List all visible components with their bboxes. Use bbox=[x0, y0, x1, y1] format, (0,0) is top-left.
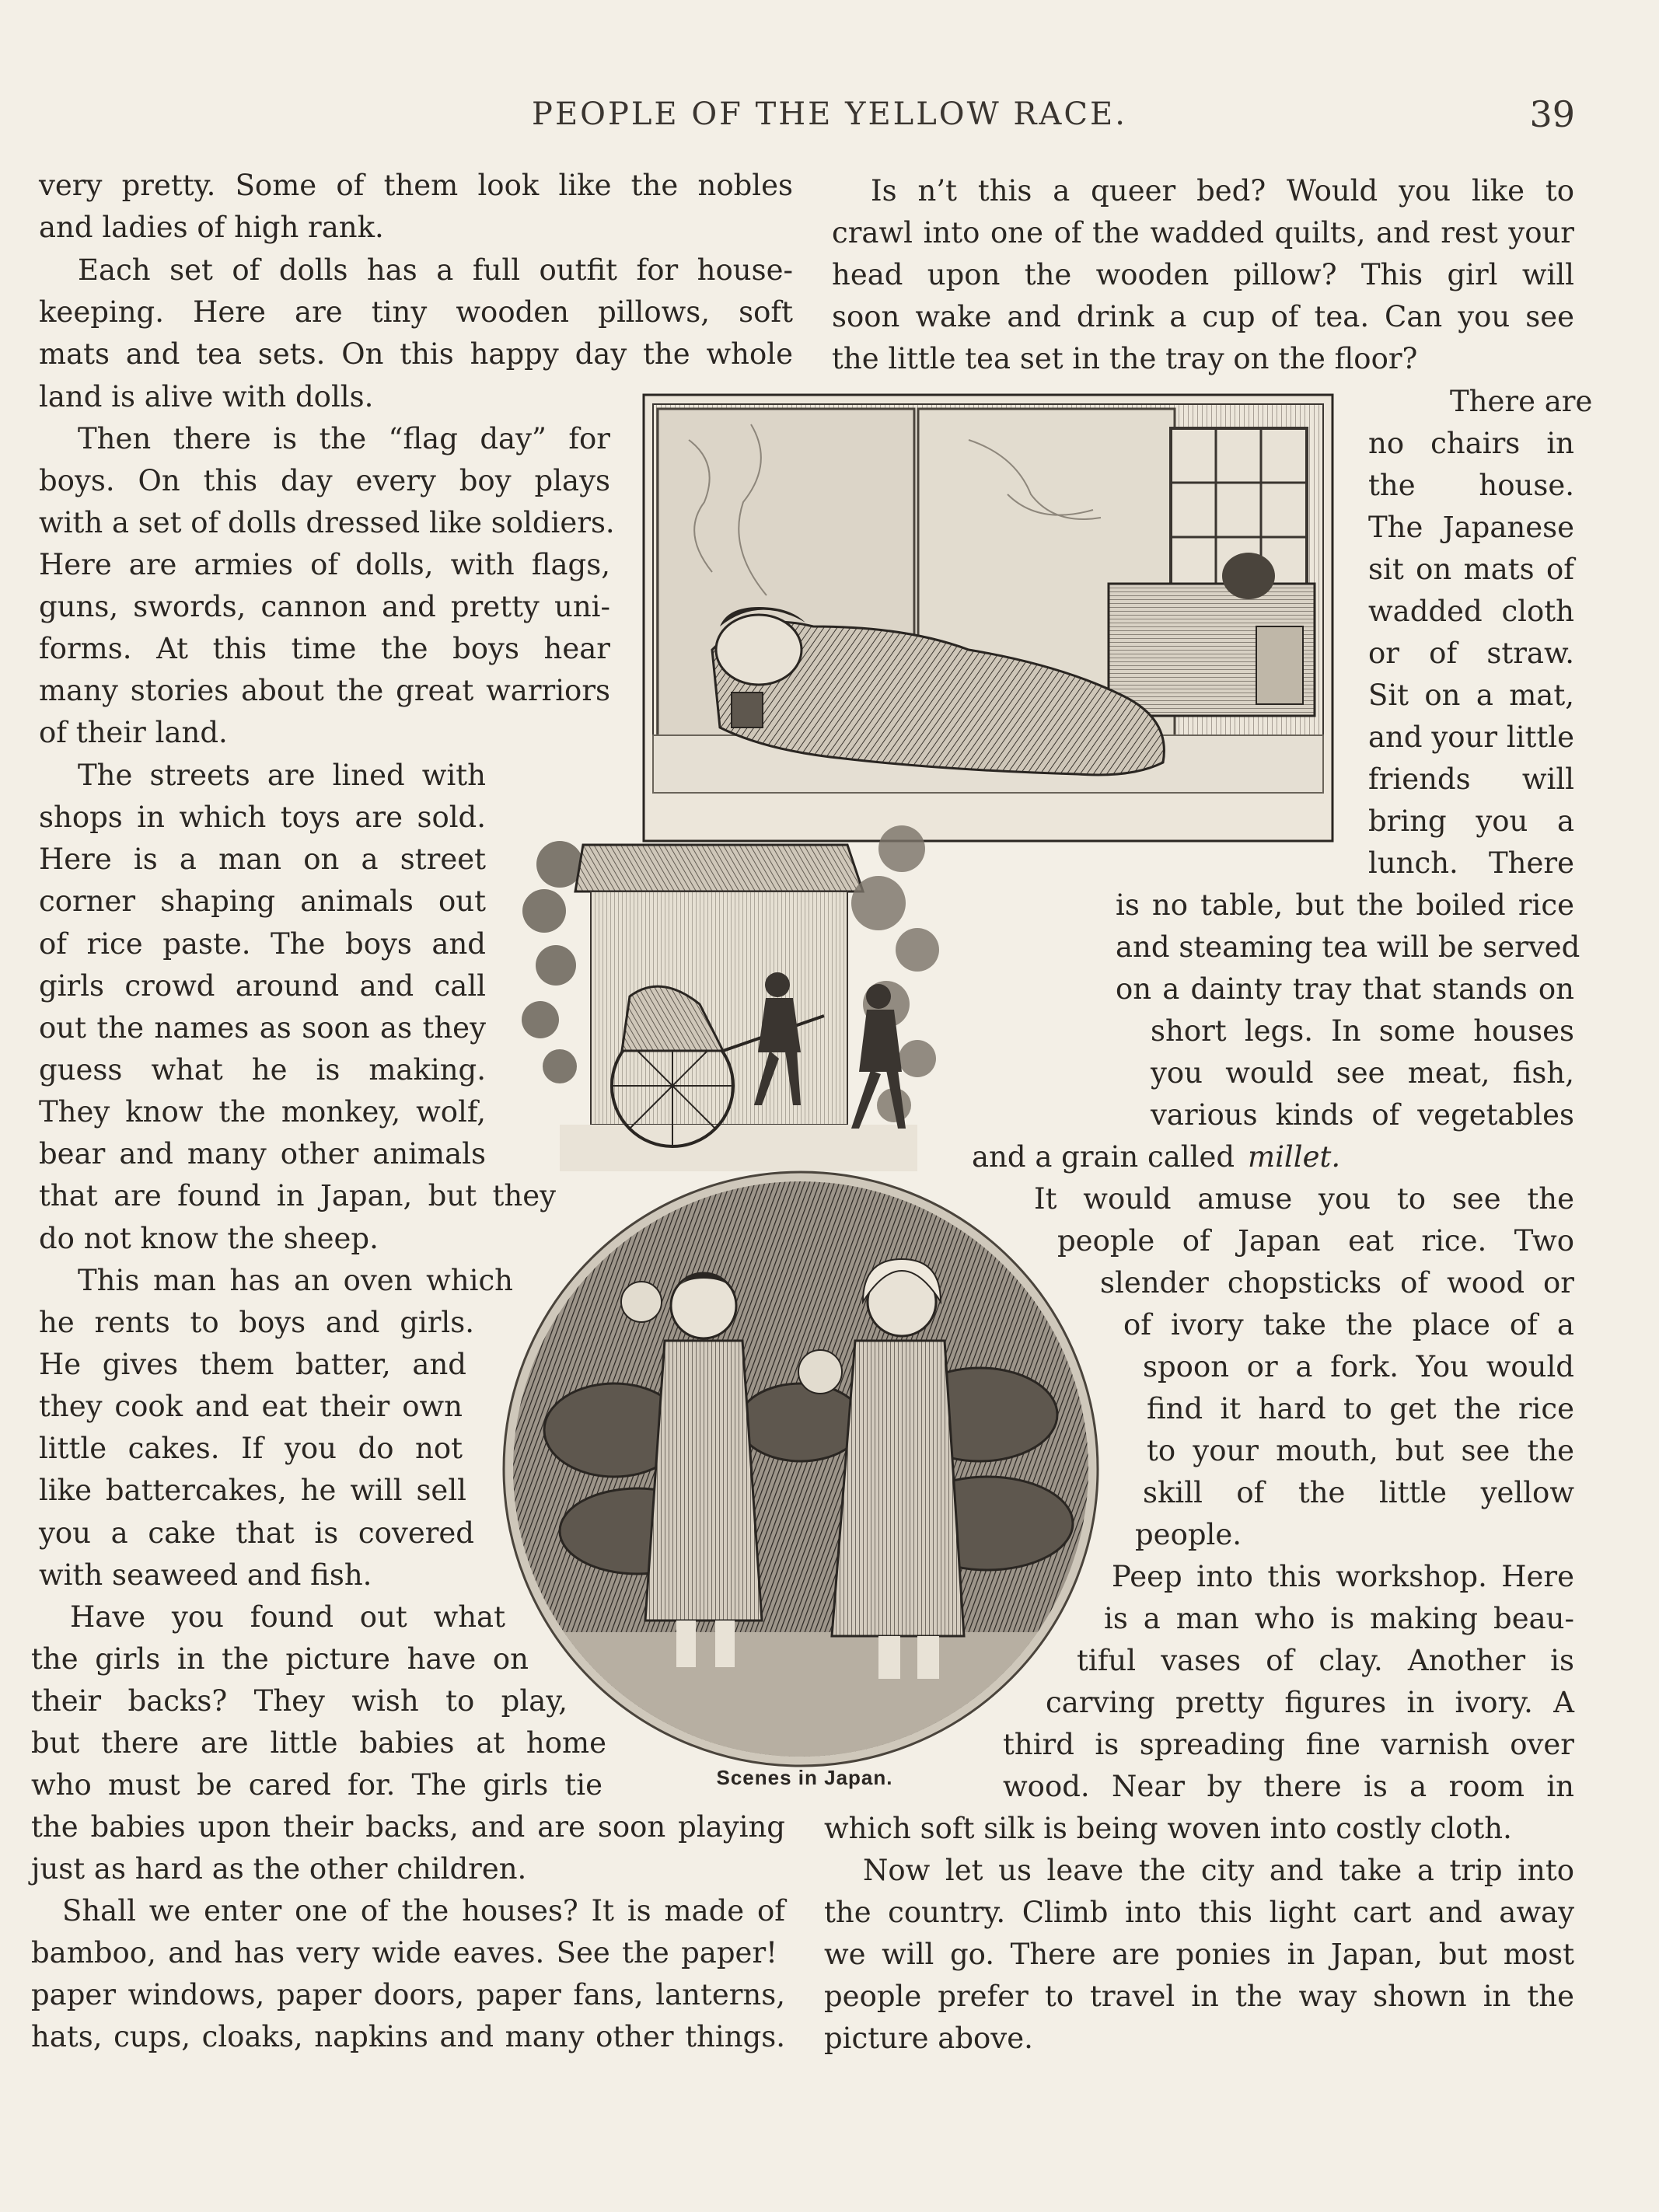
right-column-text-line: bring you a bbox=[1368, 804, 1574, 838]
left-column-text-line: who must be cared for. The girls tie bbox=[31, 1768, 602, 1802]
left-column-text-line: This man has an oven which bbox=[78, 1264, 513, 1297]
left-column-text-line: shops in which toys are sold. bbox=[39, 801, 486, 834]
right-column-text-line: Peep into this workshop. Here bbox=[1112, 1560, 1574, 1593]
left-column-text-line: the girls in the picture have on bbox=[31, 1642, 529, 1676]
right-column-text-line: wood. Near by there is a room in bbox=[1003, 1770, 1574, 1803]
right-column-text-line: and your little bbox=[1368, 720, 1574, 754]
right-column-text-line: Is n’t this a queer bed? Would you like to bbox=[871, 174, 1574, 208]
left-column-text-line: Then there is the “flag day” for bbox=[78, 422, 610, 455]
left-column-text-line: Here is a man on a street bbox=[39, 843, 486, 876]
right-column-text-line: picture above. bbox=[824, 2022, 1033, 2055]
right-column-text-line: head upon the wooden pillow? This girl will bbox=[832, 258, 1574, 291]
right-column-text-line: friends will bbox=[1368, 762, 1574, 796]
right-column-text-line: various kinds of vegetables bbox=[1151, 1098, 1574, 1132]
right-column-text-line: wadded cloth bbox=[1368, 595, 1574, 628]
left-column-text-line: many stories about the great warriors bbox=[39, 674, 610, 707]
right-column-text-line: and steaming tea will be served bbox=[1116, 930, 1580, 964]
right-column-text-line: on a dainty tray that stands on bbox=[1116, 972, 1574, 1006]
left-column-text-line: their backs? They wish to play, bbox=[31, 1684, 568, 1718]
right-column-text-line: no chairs in bbox=[1368, 427, 1574, 460]
left-column-text-line: Here are armies of dolls, with flags, bbox=[39, 548, 610, 581]
right-column-text-line: The Japanese bbox=[1368, 511, 1574, 544]
right-column-text-line: Now let us leave the city and take a trip into bbox=[863, 1854, 1574, 1887]
left-column-text-line: that are found in Japan, but they bbox=[39, 1179, 556, 1212]
sleeping-girl-illustration bbox=[642, 393, 1334, 843]
right-column-text-line: carving pretty figures in ivory. A bbox=[1046, 1686, 1574, 1719]
right-column-text-line: people prefer to travel in the way shown in the bbox=[824, 1980, 1574, 2013]
left-column-text-line: bear and many other animals bbox=[39, 1137, 486, 1171]
right-column-text-line: people. bbox=[1135, 1518, 1242, 1551]
illustration-caption: Scenes in Japan. bbox=[716, 1766, 893, 1789]
right-column-text-line: sit on mats of bbox=[1368, 553, 1574, 586]
left-column-text-line: but there are little babies at home bbox=[31, 1726, 606, 1760]
left-column-text-line: do not know the sheep. bbox=[39, 1222, 379, 1255]
left-column-text-line: girls crowd around and call bbox=[39, 969, 486, 1003]
right-column-text-line: you would see meat, fish, bbox=[1151, 1056, 1574, 1090]
right-column-text-line: Sit on a mat, bbox=[1368, 679, 1574, 712]
left-column-text-line: guns, swords, cannon and pretty uni- bbox=[39, 590, 610, 623]
right-column-text-line: spoon or a fork. You would bbox=[1143, 1350, 1574, 1383]
left-column-text-line: very pretty. Some of them look like the nobles bbox=[39, 169, 793, 202]
left-column-text-line: the babies upon their backs, and are soon playing bbox=[31, 1810, 785, 1844]
left-column-text-line: mats and tea sets. On this happy day the whole bbox=[39, 337, 793, 371]
right-column-text-line: skill of the little yellow bbox=[1143, 1476, 1574, 1509]
right-column-text-line: crawl into one of the wadded quilts, and rest your bbox=[832, 216, 1574, 249]
right-column-text-line: to your mouth, but see the bbox=[1147, 1434, 1574, 1467]
left-column-text-line: with seaweed and fish. bbox=[39, 1558, 372, 1592]
left-column-text-line: corner shaping animals out bbox=[39, 884, 486, 918]
left-column-text-line: like battercakes, he will sell bbox=[39, 1474, 466, 1507]
left-column-text-line: he rents to boys and girls. bbox=[39, 1306, 474, 1339]
left-column-text-line: bamboo, and has very wide eaves. See the paper! bbox=[31, 1936, 777, 1970]
right-column-text-line: third is spreading fine varnish over bbox=[1003, 1728, 1574, 1761]
running-head bbox=[0, 93, 1659, 140]
left-column-text-line: forms. At this time the boys hear bbox=[39, 632, 610, 665]
left-column-text-line: of their land. bbox=[39, 716, 228, 749]
right-column-text-line: short legs. In some houses bbox=[1151, 1014, 1574, 1048]
right-column-text-line: the country. Climb into this light cart and away bbox=[824, 1896, 1574, 1929]
right-column-text-line: the house. bbox=[1368, 469, 1574, 502]
left-column-text-line: They know the monkey, wolf, bbox=[39, 1095, 486, 1129]
right-column-text-line: find it hard to get the rice bbox=[1147, 1392, 1574, 1425]
right-column-text-line: which soft silk is being woven into costly cloth. bbox=[824, 1812, 1512, 1845]
page-number: 39 bbox=[1529, 93, 1575, 135]
right-column-text-line: millet. bbox=[1248, 1140, 1341, 1174]
right-column-text-line: is a man who is making beau- bbox=[1104, 1602, 1574, 1635]
running-title: PEOPLE OF THE YELLOW RACE. bbox=[532, 96, 1127, 132]
right-column-text-line: It would amuse you to see the bbox=[1034, 1182, 1574, 1216]
right-column-text-line: and a grain called bbox=[972, 1140, 1235, 1174]
rickshaw-street-illustration bbox=[513, 818, 948, 1183]
left-column-text-line: you a cake that is covered bbox=[39, 1516, 474, 1550]
left-column-text-line: of rice paste. The boys and bbox=[39, 927, 486, 961]
left-column-text-line: The streets are lined with bbox=[78, 759, 486, 792]
right-column-text-line: is no table, but the boiled rice bbox=[1116, 888, 1574, 922]
left-column-text-line: paper windows, paper doors, paper fans, lanterns, bbox=[31, 1978, 785, 2011]
left-column-text-line: out the names as soon as they bbox=[39, 1011, 486, 1045]
left-column-text-line: Have you found out what bbox=[70, 1600, 505, 1634]
right-column-text-line: the little tea set in the tray on the floor? bbox=[832, 342, 1418, 375]
right-column-text-line: tiful vases of clay. Another is bbox=[1077, 1644, 1574, 1677]
left-column-text-line: keeping. Here are tiny wooden pillows, soft bbox=[39, 295, 793, 329]
right-column-text-line: slender chopsticks of wood or bbox=[1100, 1266, 1574, 1300]
left-column-text-line: they cook and eat their own bbox=[39, 1390, 463, 1423]
right-column-text-line: of ivory take the place of a bbox=[1123, 1308, 1574, 1342]
right-column-text-line: lunch. There bbox=[1368, 846, 1574, 880]
left-column-text-line: hats, cups, cloaks, napkins and many other things. bbox=[31, 2020, 785, 2053]
left-column-text-line: guess what he is making. bbox=[39, 1053, 486, 1087]
right-column-text-line: There are bbox=[1450, 385, 1593, 418]
right-column-text-line: we will go. There are ponies in Japan, but most bbox=[824, 1938, 1574, 1971]
left-column-text-line: just as hard as the other children. bbox=[31, 1852, 527, 1886]
left-column-text-line: He gives them batter, and bbox=[39, 1348, 466, 1381]
left-column-text-line: Each set of dolls has a full outfit for house- bbox=[78, 253, 793, 287]
left-column-text-line: and ladies of high rank. bbox=[39, 211, 384, 244]
right-column-text-line: or of straw. bbox=[1368, 637, 1574, 670]
right-column-text-line: soon wake and drink a cup of tea. Can you see bbox=[832, 300, 1574, 333]
left-column-text-line: land is alive with dolls. bbox=[39, 380, 374, 413]
left-column-text-line: with a set of dolls dressed like soldiers. bbox=[39, 506, 615, 539]
left-column-text-line: boys. On this day every boy plays bbox=[39, 464, 610, 497]
right-column-text-line: people of Japan eat rice. Two bbox=[1057, 1224, 1574, 1258]
left-column-text-line: Shall we enter one of the houses? It is made of bbox=[62, 1894, 785, 1928]
girls-with-babies-illustration bbox=[498, 1166, 1104, 1772]
left-column-text-line: little cakes. If you do not bbox=[39, 1432, 463, 1465]
